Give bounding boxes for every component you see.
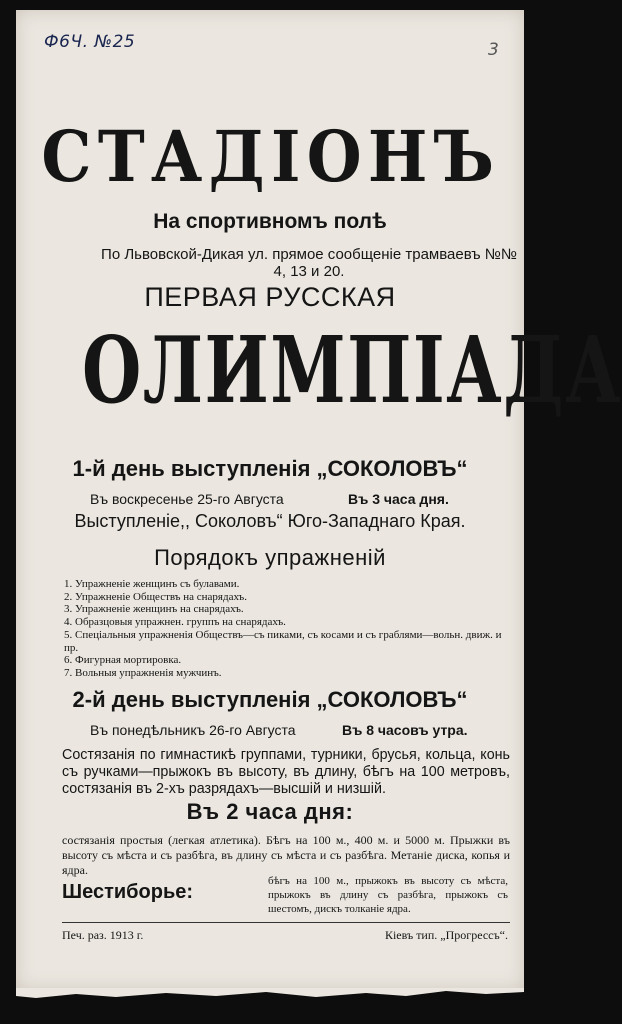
day1-date: Въ воскресенье 25-го Августа	[90, 491, 284, 507]
day2-description: Состязанія по гимнастикѣ группами, турники, брусья, кольца, конь съ ручками—прыжокъ въ высоту, въ длину, бѣгъ на 100 метровъ, состязанія въ 2-хъ разрядахъ—высшій и низшій.	[62, 747, 510, 797]
exercise-item: 4. Образцовыя упражнен. группъ на снарядахъ.	[64, 616, 286, 629]
afternoon-events: состязанія простыя (легкая атлетика). Бѣгъ на 100 м., 400 м. и 5000 м. Прыжки въ высоту съ мѣста и съ разбѣга, въ длину съ мѣста и съ разбѣга. Метаніе диска, копья и ядра.	[62, 833, 510, 877]
exercise-list	[64, 578, 504, 680]
olympiad-heading: ОЛИМПIАДА	[82, 316, 622, 424]
exercise-item: 2. Упражненіе Обществъ на снарядахъ.	[64, 590, 247, 603]
exercise-item: 5. Спеціальныя упражненія Обществъ—съ пиками, съ косами и съ граблями—вольн. движ. и пр.	[64, 628, 502, 654]
torn-edge	[16, 988, 524, 1004]
footer-divider	[62, 922, 510, 923]
exercise-item: 7. Вольныя упражненія мужчинъ.	[64, 666, 222, 679]
day1-heading: 1-й день выступленія „СОКОЛОВЪ“	[72, 456, 468, 481]
pentathlon-title: Шестиборье:	[62, 881, 194, 903]
poster-sheet	[16, 10, 622, 990]
afternoon-heading: Въ 2 часа дня:	[186, 799, 354, 824]
print-permission: Печ. раз. 1913 г.	[62, 928, 144, 942]
day2-time: Въ 8 часовъ утра.	[342, 722, 468, 738]
poster-title: СТАДIОНЪ	[41, 115, 501, 198]
day1-time: Въ 3 часа дня.	[348, 491, 449, 507]
day2-heading: 2-й день выступленія „СОКОЛОВЪ“	[72, 687, 468, 712]
exercise-order-title: Порядокъ упражненій	[154, 545, 386, 570]
pentathlon-events: бѣгъ на 100 м., прыжокъ въ высоту съ мѣста, прыжокъ въ длину съ разбѣга, прыжокъ съ шестомъ, дискъ толканіе ядра.	[268, 875, 508, 915]
printer-credit: Кіевъ тип. „Прогрессъ“.	[384, 928, 508, 942]
exercise-item: 1. Упражненіе женщинъ съ булавами.	[64, 578, 240, 590]
exercise-item: 6. Фигурная мортировка.	[64, 654, 182, 667]
venue-address: По Львовской-Дикая ул. прямое сообщеніе трамваевъ №№ 4, 13 и 20.	[101, 246, 517, 280]
day2-date: Въ понедѣльникъ 26-го Августа	[90, 722, 296, 738]
venue-subtitle: На спортивномъ полѣ	[153, 210, 387, 233]
archive-mark: Ф6Ч. №25	[44, 32, 136, 52]
day1-performance: Выступленіе,, Соколовъ“ Юго-Западнаго Края.	[74, 511, 466, 531]
exercise-item: 3. Упражненіе женщинъ на снарядахъ.	[64, 603, 244, 616]
first-russian-heading: ПЕРВАЯ РУССКАЯ	[144, 282, 396, 312]
page-number: 3	[488, 40, 499, 60]
